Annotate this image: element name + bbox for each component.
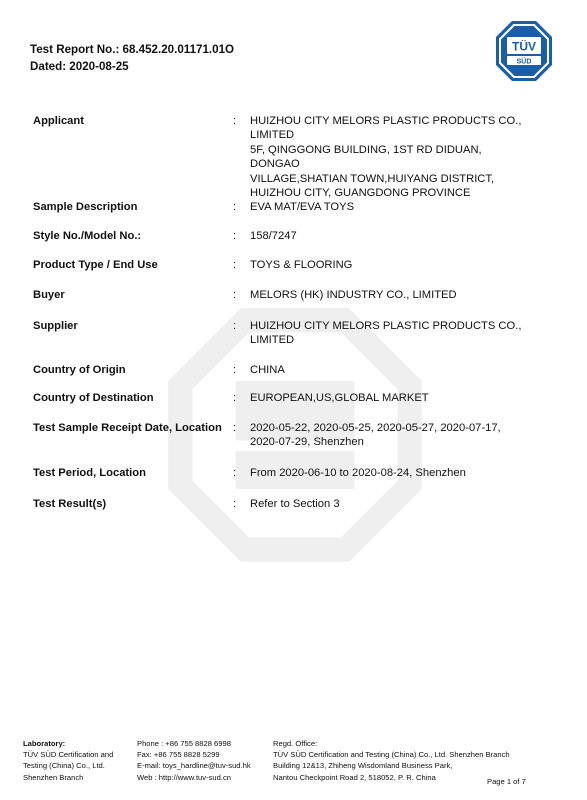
field-label: Test Period, Location: [33, 467, 146, 479]
footer-fax: Fax: +86 755 8828 5299: [137, 750, 220, 760]
logo-text-tuv: TÜV: [512, 39, 536, 54]
report-date: Dated: 2020-08-25: [30, 60, 129, 73]
field-value: From 2020-06-10 to 2020-08-24, Shenzhen: [250, 467, 466, 479]
page-footer: [0, 738, 587, 800]
field-colon: :: [233, 364, 237, 376]
field-colon: :: [233, 392, 237, 404]
footer-office-line: TÜV SÜD Certification and Testing (China) Co., Ltd. Shenzhen Branch: [273, 750, 510, 760]
field-label: Style No./Model No.:: [33, 230, 142, 242]
field-label: Test Sample Receipt Date, Location: [33, 422, 222, 434]
field-colon: :: [233, 201, 237, 213]
footer-office-line: Regd. Office:: [273, 739, 318, 748]
field-label: Applicant: [33, 115, 84, 127]
footer-lab-line: TÜV SÜD Certification and: [23, 750, 114, 760]
field-colon: :: [233, 498, 237, 510]
field-colon: :: [233, 230, 237, 242]
footer-lab-line: Testing (China) Co., Ltd.: [23, 761, 105, 771]
report-number: Test Report No.: 68.452.20.01171.01O: [30, 43, 235, 56]
field-value: Refer to Section 3: [250, 498, 340, 510]
footer-office-line: Nantou Checkpoint Road 2, 518052, P. R. China: [273, 772, 436, 782]
field-value: HUIZHOU CITY MELORS PLASTIC PRODUCTS CO., LIMITED: [250, 320, 522, 347]
footer-web-link[interactable]: Web : http://www.tuv-sud.cn: [137, 772, 231, 782]
field-label: Product Type / End Use: [33, 259, 158, 271]
field-value: MELORS (HK) INDUSTRY CO., LIMITED: [250, 289, 457, 301]
footer-lab-line: Shenzhen Branch: [23, 772, 84, 782]
footer-phone: Phone : +86 755 8828 6998: [137, 739, 231, 748]
field-colon: :: [233, 422, 237, 434]
field-label: Sample Description: [33, 201, 138, 213]
field-value: HUIZHOU CITY MELORS PLASTIC PRODUCTS CO., LIMITED 5F, QINGGONG BUILDING, 1ST RD DIDUAN, DONGAO VILLAGE,SHATIAN TOWN,HUIYANG DISTRICT, HUIZHOU CITY, GUANGDONG PROVINCE: [250, 115, 522, 200]
field-label: Country of Origin: [33, 364, 126, 376]
field-label: Supplier: [33, 320, 78, 332]
field-value: EUROPEAN,US,GLOBAL MARKET: [250, 392, 429, 404]
field-value: 2020-05-22, 2020-05-25, 2020-05-27, 2020-07-17, 2020-07-29, Shenzhen: [250, 422, 501, 449]
field-colon: :: [233, 259, 237, 271]
footer-contact: [137, 738, 267, 783]
footer-email-link[interactable]: E-mail: toys_hardline@tuv-sud.hk: [137, 761, 251, 771]
footer-office-line: Building 12&13, Zhiheng Wisdomland Business Park,: [273, 761, 453, 771]
field-value: EVA MAT/EVA TOYS: [250, 201, 355, 213]
field-colon: :: [233, 115, 237, 127]
field-colon: :: [233, 320, 237, 332]
field-colon: :: [233, 467, 237, 479]
field-label: Test Result(s): [33, 498, 107, 510]
field-label: Buyer: [33, 289, 65, 301]
field-value: CHINA: [250, 364, 285, 376]
field-value: TOYS & FLOORING: [250, 259, 353, 271]
field-colon: :: [233, 289, 237, 301]
field-label: Country of Destination: [33, 392, 154, 404]
footer-laboratory: [23, 738, 133, 783]
field-value: 158/7247: [250, 230, 297, 242]
logo-text-sud: SÜD: [516, 58, 532, 66]
footer-lab-title: Laboratory:: [23, 739, 66, 748]
page-number: Page 1 of 7: [487, 777, 526, 786]
